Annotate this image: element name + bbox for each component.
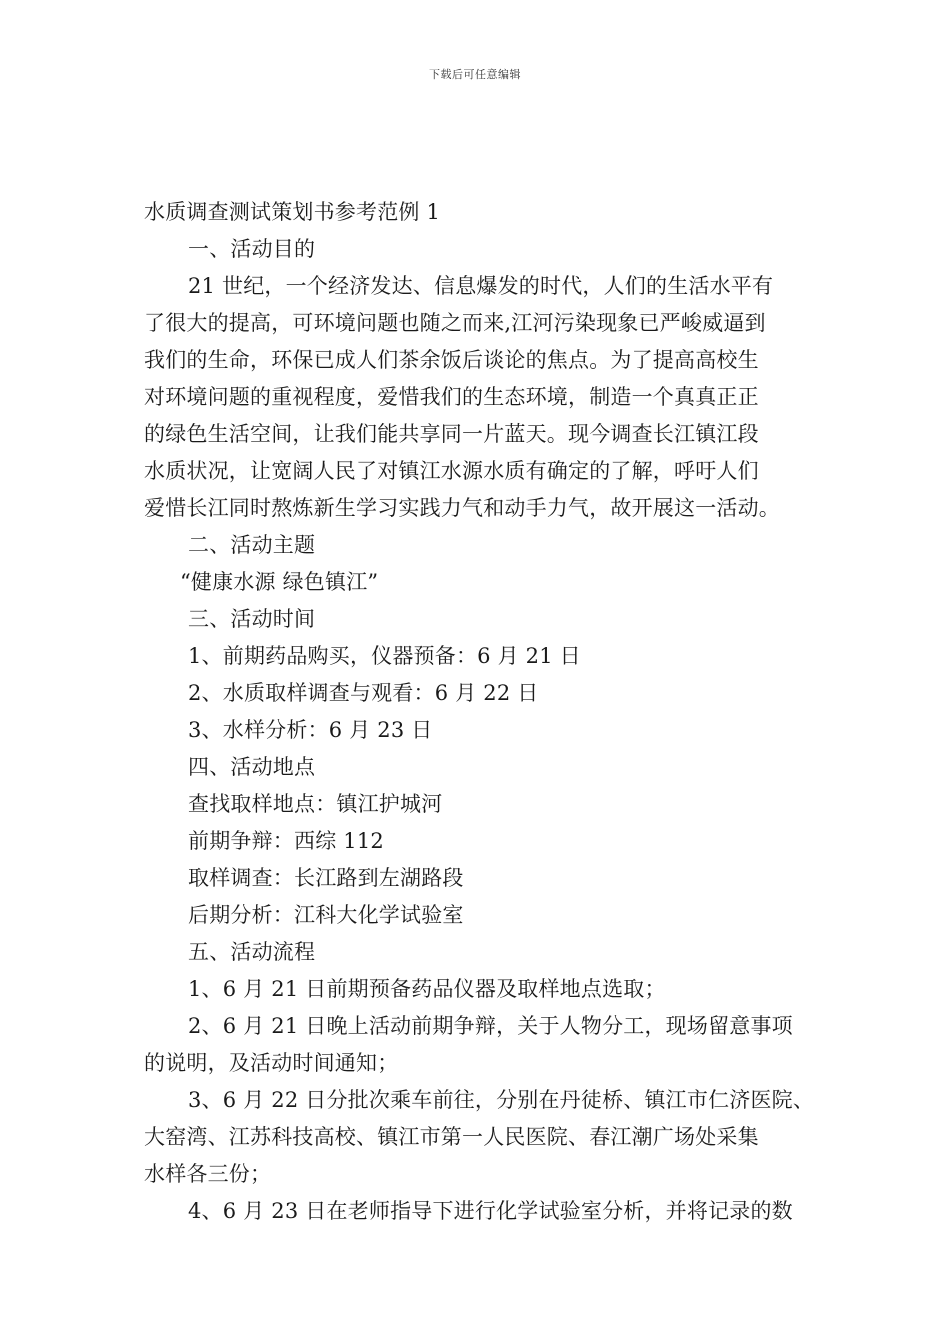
time-item: 1、前期药品购买，仪器预备：6 月 21 日 <box>188 644 581 668</box>
time-item: 2、水质取样调查与观看：6 月 22 日 <box>188 681 539 705</box>
section-heading-theme: 二、活动主题 <box>188 533 316 557</box>
location-item: 后期分析：江科大化学试验室 <box>188 903 464 927</box>
location-item: 取样调查：长江路到左湖路段 <box>188 866 464 890</box>
paragraph-line: 了很大的提高，可环境问题也随之而来,江河污染现象已严峻威逼到 <box>144 311 766 335</box>
process-step-3 <box>144 1082 824 1193</box>
paragraph-line: 水样各三份； <box>144 1162 272 1186</box>
page-header-note: 下载后可任意编辑 <box>429 68 521 81</box>
location-item: 前期争辩：西综 112 <box>188 829 384 853</box>
paragraph-line: 的说明，及活动时间通知； <box>144 1051 399 1075</box>
paragraph-line: 的绿色生活空间，让我们能共享同一片蓝天。现今调查长江镇江段 <box>144 422 759 446</box>
theme-text: “健康水源 绿色镇江” <box>180 570 379 594</box>
section-heading-process: 五、活动流程 <box>188 940 316 964</box>
document-title: 水质调查测试策划书参考范例 1 <box>144 200 441 224</box>
paragraph-line: 大窑湾、江苏科技高校、镇江市第一人民医院、春江潮广场处采集 <box>144 1125 759 1149</box>
paragraph-line: 2、6 月 21 日晚上活动前期争辩，关于人物分工，现场留意事项 <box>188 1014 793 1038</box>
process-step-2 <box>144 1008 824 1082</box>
paragraph-line: 爱惜长江同时熬炼新生学习实践力气和动手力气，故开展这一活动。 <box>144 496 780 520</box>
process-step-1: 1、6 月 21 日前期预备药品仪器及取样地点选取； <box>188 977 666 1001</box>
section-heading-location: 四、活动地点 <box>188 755 316 779</box>
section-heading-purpose: 一、活动目的 <box>188 237 316 261</box>
process-step-4 <box>144 1193 824 1230</box>
paragraph-line: 21 世纪，一个经济发达、信息爆发的时代，人们的生活水平有 <box>188 274 774 298</box>
time-item: 3、水样分析：6 月 23 日 <box>188 718 433 742</box>
paragraph-line: 水质状况，让宽阔人民了对镇江水源水质有确定的了解，呼吁人们 <box>144 459 759 483</box>
location-item: 查找取样地点：镇江护城河 <box>188 792 443 816</box>
section-heading-time: 三、活动时间 <box>188 607 316 631</box>
document-body <box>144 194 824 1230</box>
paragraph-line: 我们的生命，环保已成人们茶余饭后谈论的焦点。为了提高高校生 <box>144 348 759 372</box>
paragraph-line: 3、6 月 22 日分批次乘车前往，分别在丹徒桥、镇江市仁济医院、 <box>188 1088 815 1112</box>
paragraph-line: 4、6 月 23 日在老师指导下进行化学试验室分析，并将记录的数 <box>188 1199 793 1223</box>
paragraph-line: 对环境问题的重视程度，爱惜我们的生态环境，制造一个真真正正 <box>144 385 759 409</box>
purpose-paragraph <box>144 268 824 527</box>
